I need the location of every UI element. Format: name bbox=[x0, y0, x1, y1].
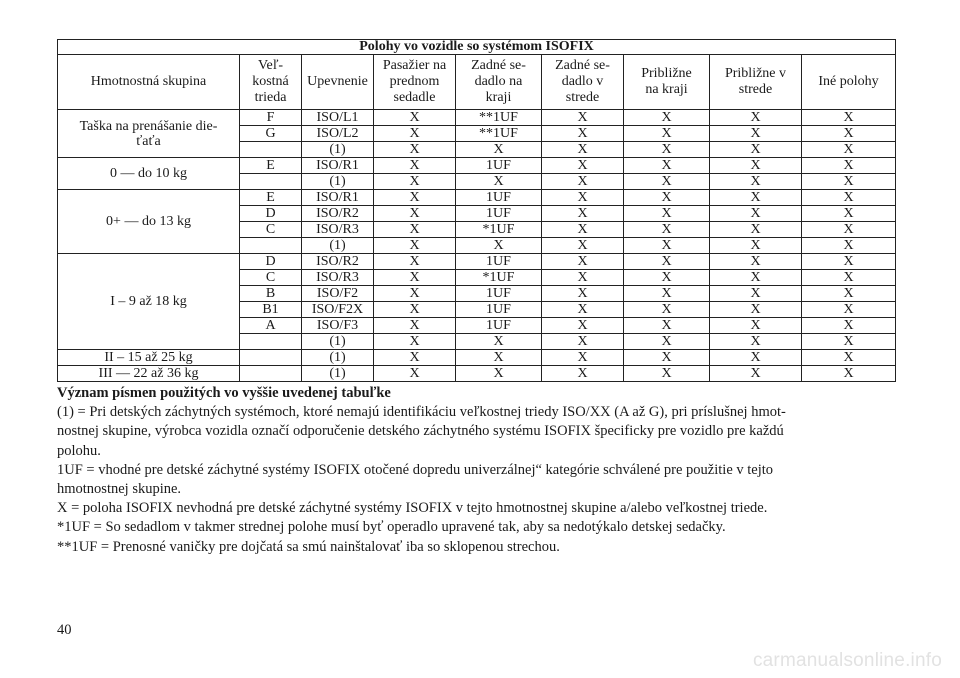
weight-group-cell: II – 15 až 25 kg bbox=[58, 350, 240, 366]
table-cell: *1UF bbox=[456, 270, 542, 286]
table-cell: B bbox=[240, 286, 302, 302]
table-cell: X bbox=[710, 222, 802, 238]
table-cell bbox=[240, 350, 302, 366]
table-cell: X bbox=[710, 350, 802, 366]
table-cell: X bbox=[374, 110, 456, 126]
table-cell: X bbox=[456, 238, 542, 254]
table-cell: **1UF bbox=[456, 110, 542, 126]
table-cell: X bbox=[624, 110, 710, 126]
table-cell: X bbox=[374, 270, 456, 286]
table-cell: X bbox=[542, 222, 624, 238]
table-row bbox=[58, 110, 896, 126]
table-cell: 1UF bbox=[456, 190, 542, 206]
isofix-positions-table bbox=[57, 39, 896, 382]
table-cell: ISO/F2 bbox=[302, 286, 374, 302]
table-cell: X bbox=[802, 238, 896, 254]
weight-group-cell: Taška na prenášanie die- ťaťa bbox=[58, 110, 240, 158]
legend-title: Význam písmen použitých vo vyššie uvedenej tabuľke bbox=[57, 385, 391, 401]
table-cell: A bbox=[240, 318, 302, 334]
table-cell: X bbox=[542, 254, 624, 270]
table-cell: ISO/L2 bbox=[302, 126, 374, 142]
watermark: carmanualsonline.info bbox=[752, 650, 942, 671]
column-header: Iné polohy bbox=[802, 55, 896, 110]
column-header: Zadné se- dadlo v strede bbox=[542, 55, 624, 110]
table-cell: ISO/R3 bbox=[302, 270, 374, 286]
table-cell: (1) bbox=[302, 350, 374, 366]
table-cell: X bbox=[624, 238, 710, 254]
table-cell: D bbox=[240, 206, 302, 222]
table-cell: X bbox=[456, 350, 542, 366]
table-cell: X bbox=[802, 350, 896, 366]
table-cell: X bbox=[542, 110, 624, 126]
table-cell: G bbox=[240, 126, 302, 142]
table-cell: X bbox=[802, 206, 896, 222]
table-cell: X bbox=[624, 190, 710, 206]
table-cell bbox=[240, 174, 302, 190]
table-cell: X bbox=[542, 174, 624, 190]
weight-group-cell: III — 22 až 36 kg bbox=[58, 366, 240, 382]
table-cell: X bbox=[624, 334, 710, 350]
table-cell: X bbox=[542, 158, 624, 174]
table-cell: B1 bbox=[240, 302, 302, 318]
table-cell: X bbox=[710, 270, 802, 286]
table-cell: X bbox=[624, 254, 710, 270]
table-cell: X bbox=[374, 286, 456, 302]
page-number: 40 bbox=[57, 622, 72, 638]
table-cell: 1UF bbox=[456, 318, 542, 334]
table-cell: X bbox=[710, 174, 802, 190]
table-cell: X bbox=[542, 238, 624, 254]
table-cell: X bbox=[542, 286, 624, 302]
table-cell: X bbox=[374, 254, 456, 270]
table-cell bbox=[240, 334, 302, 350]
table-cell: X bbox=[802, 270, 896, 286]
table-cell: X bbox=[456, 142, 542, 158]
table-row bbox=[58, 350, 896, 366]
table-cell: X bbox=[542, 206, 624, 222]
table-cell bbox=[240, 142, 302, 158]
table-cell: E bbox=[240, 158, 302, 174]
table-cell: C bbox=[240, 270, 302, 286]
table-cell: X bbox=[624, 174, 710, 190]
legend-line: (1) = Pri detských záchytných systémoch, ktoré nemajú identifikáciu veľkostnej triedy ISO/XX (A až G), pri príslušnej hmot- bbox=[57, 404, 786, 421]
table-row bbox=[58, 190, 896, 206]
table-row bbox=[58, 254, 896, 270]
table-cell: X bbox=[802, 174, 896, 190]
table-cell: X bbox=[710, 206, 802, 222]
table-cell: X bbox=[624, 206, 710, 222]
table-cell: X bbox=[456, 366, 542, 382]
table-cell: X bbox=[802, 318, 896, 334]
table-header-row bbox=[58, 55, 896, 110]
table-cell: ISO/R3 bbox=[302, 222, 374, 238]
table-cell: X bbox=[374, 190, 456, 206]
table-cell: X bbox=[374, 238, 456, 254]
legend-notes bbox=[57, 384, 895, 557]
column-header: Približne na kraji bbox=[624, 55, 710, 110]
legend-line: nostnej skupine, výrobca vozidla označí odporučenie detského záchytného systému ISOFIX špecificky pre vozidlo pre každú bbox=[57, 423, 784, 440]
table-cell: X bbox=[374, 318, 456, 334]
table-cell: X bbox=[624, 270, 710, 286]
table-cell: X bbox=[802, 286, 896, 302]
table-cell: (1) bbox=[302, 238, 374, 254]
table-cell: X bbox=[374, 174, 456, 190]
table-cell: F bbox=[240, 110, 302, 126]
table-cell: X bbox=[542, 302, 624, 318]
table-cell: ISO/F2X bbox=[302, 302, 374, 318]
table-cell: ISO/R1 bbox=[302, 190, 374, 206]
weight-group-cell: 0+ — do 13 kg bbox=[58, 190, 240, 254]
table-cell: ISO/R2 bbox=[302, 206, 374, 222]
table-cell: X bbox=[802, 366, 896, 382]
legend-line: **1UF = Prenosné vaničky pre dojčatá sa smú nainštalovať iba so sklopenou strechou. bbox=[57, 538, 560, 555]
table-title: Polohy vo vozidle so systémom ISOFIX bbox=[58, 40, 896, 55]
table-cell: X bbox=[802, 302, 896, 318]
table-cell: X bbox=[542, 190, 624, 206]
table-cell: X bbox=[374, 302, 456, 318]
table-cell: X bbox=[456, 334, 542, 350]
table-cell: X bbox=[710, 142, 802, 158]
table-cell: X bbox=[374, 334, 456, 350]
table-cell: X bbox=[710, 110, 802, 126]
table-cell: C bbox=[240, 222, 302, 238]
table-cell: 1UF bbox=[456, 158, 542, 174]
table-cell: X bbox=[624, 126, 710, 142]
table-cell: X bbox=[542, 142, 624, 158]
table-cell: 1UF bbox=[456, 286, 542, 302]
table-cell: X bbox=[802, 158, 896, 174]
table-cell: X bbox=[710, 158, 802, 174]
table-cell: X bbox=[374, 222, 456, 238]
legend-lines bbox=[57, 403, 895, 557]
column-header: Približne v strede bbox=[710, 55, 802, 110]
table-row bbox=[58, 366, 896, 382]
table-cell: X bbox=[542, 366, 624, 382]
table-cell: X bbox=[624, 286, 710, 302]
table-cell: ISO/R1 bbox=[302, 158, 374, 174]
table-cell: ISO/L1 bbox=[302, 110, 374, 126]
table-cell: X bbox=[542, 350, 624, 366]
table-cell: X bbox=[710, 366, 802, 382]
table-cell: ISO/F3 bbox=[302, 318, 374, 334]
table-cell: X bbox=[624, 302, 710, 318]
table-cell: X bbox=[624, 350, 710, 366]
table-cell: X bbox=[374, 206, 456, 222]
weight-group-cell: 0 — do 10 kg bbox=[58, 158, 240, 190]
table-cell: **1UF bbox=[456, 126, 542, 142]
column-header: Veľ- kostná trieda bbox=[240, 55, 302, 110]
table-cell: X bbox=[624, 222, 710, 238]
table-cell: X bbox=[802, 254, 896, 270]
table-cell: 1UF bbox=[456, 206, 542, 222]
table-cell: (1) bbox=[302, 366, 374, 382]
table-cell: X bbox=[802, 222, 896, 238]
table-cell: ISO/R2 bbox=[302, 254, 374, 270]
weight-group-cell: I – 9 až 18 kg bbox=[58, 254, 240, 350]
table-cell: X bbox=[542, 334, 624, 350]
table-cell: (1) bbox=[302, 334, 374, 350]
table-cell: (1) bbox=[302, 142, 374, 158]
table-cell: (1) bbox=[302, 174, 374, 190]
legend-line: 1UF = vhodné pre detské záchytné systémy ISOFIX otočené dopredu univerzálnej“ kategórie schválené pre použitie v tejto bbox=[57, 461, 774, 478]
table-body bbox=[58, 110, 896, 382]
table-cell: X bbox=[710, 126, 802, 142]
table-cell: X bbox=[710, 238, 802, 254]
table-cell: X bbox=[802, 126, 896, 142]
table-cell: X bbox=[542, 270, 624, 286]
table-cell: X bbox=[624, 318, 710, 334]
table-cell: X bbox=[624, 158, 710, 174]
table-cell bbox=[240, 366, 302, 382]
table-cell: X bbox=[374, 366, 456, 382]
table-cell: 1UF bbox=[456, 302, 542, 318]
table-cell: X bbox=[710, 334, 802, 350]
table-cell: X bbox=[802, 110, 896, 126]
table-cell: X bbox=[710, 286, 802, 302]
table-cell: X bbox=[374, 350, 456, 366]
table-cell: X bbox=[710, 254, 802, 270]
legend-line: *1UF = So sedadlom v takmer strednej polohe musí byť operadlo upravené tak, aby sa nedotýkalo detskej sedačky. bbox=[57, 519, 726, 536]
table-cell: X bbox=[710, 318, 802, 334]
table-cell: X bbox=[710, 190, 802, 206]
table-cell: X bbox=[542, 318, 624, 334]
manual-page bbox=[57, 39, 895, 557]
column-header: Pasažier na prednom sedadle bbox=[374, 55, 456, 110]
table-cell: X bbox=[374, 126, 456, 142]
table-row bbox=[58, 158, 896, 174]
table-cell: X bbox=[374, 158, 456, 174]
legend-line: hmotnostnej skupine. bbox=[57, 481, 182, 498]
table-cell: X bbox=[802, 334, 896, 350]
table-cell: X bbox=[456, 174, 542, 190]
table-cell: *1UF bbox=[456, 222, 542, 238]
column-header: Upevnenie bbox=[302, 55, 374, 110]
table-cell: X bbox=[802, 142, 896, 158]
table-cell: X bbox=[542, 126, 624, 142]
table-cell: X bbox=[374, 142, 456, 158]
table-cell: X bbox=[802, 190, 896, 206]
column-header: Hmotnostná skupina bbox=[58, 55, 240, 110]
table-cell bbox=[240, 238, 302, 254]
table-cell: 1UF bbox=[456, 254, 542, 270]
table-cell: E bbox=[240, 190, 302, 206]
legend-line: X = poloha ISOFIX nevhodná pre detské záchytné systémy ISOFIX v tejto hmotnostnej skupine a/alebo veľkostnej triede. bbox=[57, 500, 768, 517]
table-cell: X bbox=[624, 142, 710, 158]
table-cell: X bbox=[710, 302, 802, 318]
column-header: Zadné se- dadlo na kraji bbox=[456, 55, 542, 110]
legend-line: polohu. bbox=[57, 442, 101, 459]
table-cell: X bbox=[624, 366, 710, 382]
table-cell: D bbox=[240, 254, 302, 270]
